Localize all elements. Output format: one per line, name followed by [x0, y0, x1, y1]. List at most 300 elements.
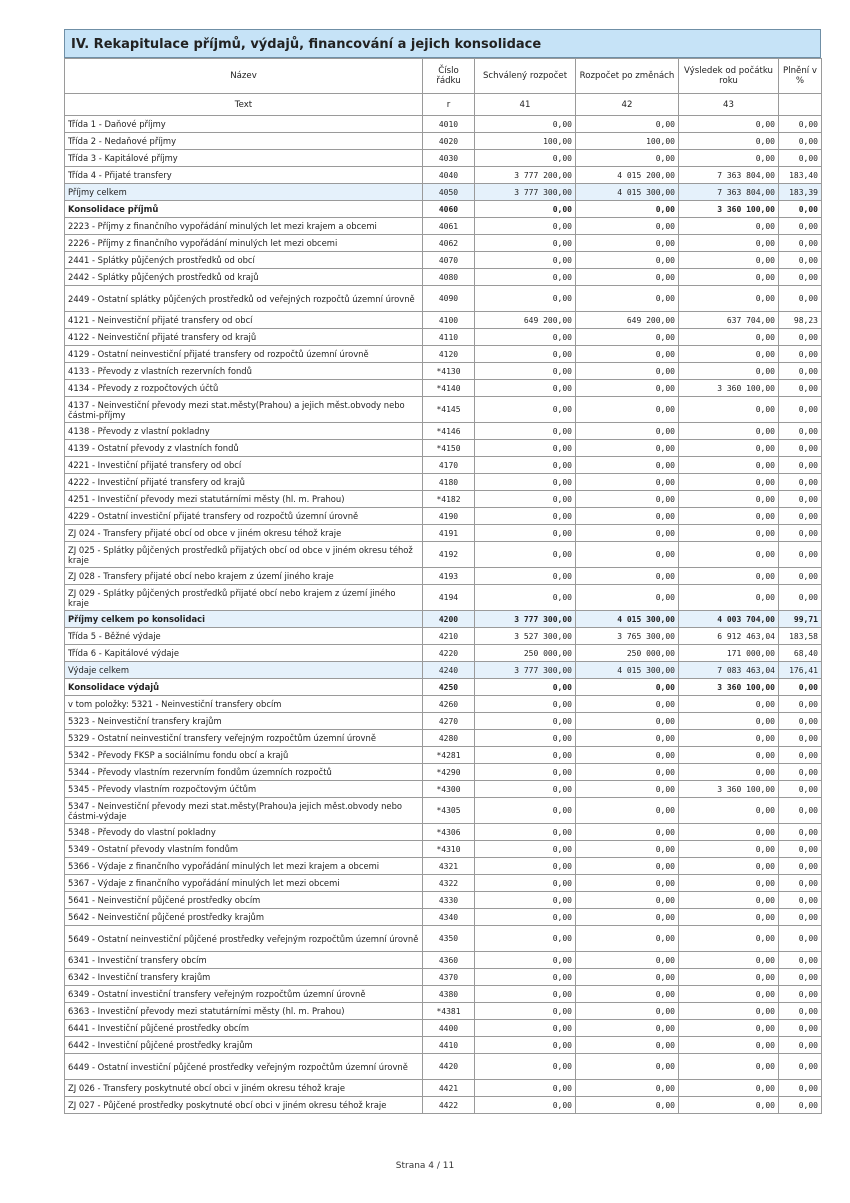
result-value: 0,00	[679, 397, 779, 423]
approved-budget: 0,00	[475, 798, 576, 824]
result-value: 0,00	[679, 491, 779, 508]
table-row	[65, 628, 822, 645]
fulfilment-percent: 0,00	[779, 909, 822, 926]
row-name: 6349 - Ostatní investiční transfery veřejným rozpočtům územní úrovně	[65, 986, 423, 1003]
row-name: ZJ 027 - Půjčené prostředky poskytnuté obcí obci v jiném okresu téhož kraje	[65, 1097, 423, 1114]
result-value: 0,00	[679, 747, 779, 764]
row-number: 4110	[423, 329, 475, 346]
result-value: 7 363 804,00	[679, 167, 779, 184]
modified-budget: 0,00	[576, 380, 679, 397]
table-row	[65, 312, 822, 329]
row-name: 4221 - Investiční přijaté transfery od obcí	[65, 457, 423, 474]
modified-budget: 0,00	[576, 841, 679, 858]
table-row	[65, 986, 822, 1003]
result-value: 0,00	[679, 764, 779, 781]
result-value: 0,00	[679, 218, 779, 235]
fulfilment-percent: 0,00	[779, 525, 822, 542]
modified-budget: 4 015 300,00	[576, 184, 679, 201]
modified-budget: 0,00	[576, 116, 679, 133]
table-row	[65, 1080, 822, 1097]
modified-budget: 0,00	[576, 440, 679, 457]
table-row	[65, 696, 822, 713]
modified-budget: 250 000,00	[576, 645, 679, 662]
fulfilment-percent: 0,00	[779, 269, 822, 286]
result-value: 0,00	[679, 1003, 779, 1020]
result-value: 0,00	[679, 1080, 779, 1097]
code-fulfilment	[779, 94, 822, 116]
result-value: 0,00	[679, 969, 779, 986]
modified-budget: 0,00	[576, 926, 679, 952]
result-value: 0,00	[679, 508, 779, 525]
result-value: 3 360 100,00	[679, 781, 779, 798]
modified-budget: 4 015 200,00	[576, 167, 679, 184]
col-header-modified: Rozpočet po změnách	[576, 59, 679, 94]
row-name: 4134 - Převody z rozpočtových účtů	[65, 380, 423, 397]
row-number: 4080	[423, 269, 475, 286]
row-number: 4350	[423, 926, 475, 952]
row-name: Třída 6 - Kapitálové výdaje	[65, 645, 423, 662]
approved-budget: 0,00	[475, 542, 576, 568]
row-number: 4170	[423, 457, 475, 474]
approved-budget: 0,00	[475, 1003, 576, 1020]
row-number: 4260	[423, 696, 475, 713]
approved-budget: 0,00	[475, 585, 576, 611]
approved-budget: 0,00	[475, 346, 576, 363]
row-name: 4222 - Investiční přijaté transfery od krajů	[65, 474, 423, 491]
row-number: *4290	[423, 764, 475, 781]
result-value: 0,00	[679, 252, 779, 269]
modified-budget: 0,00	[576, 474, 679, 491]
row-number: *4305	[423, 798, 475, 824]
approved-budget: 0,00	[475, 508, 576, 525]
row-number: 4250	[423, 679, 475, 696]
approved-budget: 0,00	[475, 1054, 576, 1080]
row-number: 4210	[423, 628, 475, 645]
fulfilment-percent: 0,00	[779, 423, 822, 440]
row-number: 4360	[423, 952, 475, 969]
row-number: 4370	[423, 969, 475, 986]
fulfilment-percent: 0,00	[779, 491, 822, 508]
row-name: 2223 - Příjmy z finančního vypořádání minulých let mezi krajem a obcemi	[65, 218, 423, 235]
modified-budget: 0,00	[576, 713, 679, 730]
approved-budget: 0,00	[475, 1020, 576, 1037]
fulfilment-percent: 0,00	[779, 824, 822, 841]
approved-budget: 0,00	[475, 474, 576, 491]
page-number: Strana 4 / 11	[395, 1161, 455, 1171]
table-row	[65, 875, 822, 892]
result-value: 0,00	[679, 363, 779, 380]
table-row	[65, 824, 822, 841]
fulfilment-percent: 0,00	[779, 218, 822, 235]
result-value: 7 083 463,04	[679, 662, 779, 679]
result-value: 0,00	[679, 858, 779, 875]
table-row	[65, 585, 822, 611]
fulfilment-percent: 0,00	[779, 730, 822, 747]
section-title: IV. Rekapitulace příjmů, výdajů, financování a jejich konsolidace	[64, 29, 821, 58]
fulfilment-percent: 0,00	[779, 474, 822, 491]
result-value: 637 704,00	[679, 312, 779, 329]
modified-budget: 0,00	[576, 269, 679, 286]
result-value: 171 000,00	[679, 645, 779, 662]
fulfilment-percent: 0,00	[779, 329, 822, 346]
row-name: 5329 - Ostatní neinvestiční transfery veřejným rozpočtům územní úrovně	[65, 730, 423, 747]
row-name: 5366 - Výdaje z finančního vypořádání minulých let mezi krajem a obcemi	[65, 858, 423, 875]
row-name: ZJ 025 - Splátky půjčených prostředků přijatých obcí od obce v jiném okresu téhož kraje	[65, 542, 423, 568]
table-row	[65, 150, 822, 167]
row-name: 2442 - Splátky půjčených prostředků od krajů	[65, 269, 423, 286]
result-value: 0,00	[679, 1020, 779, 1037]
approved-budget: 0,00	[475, 116, 576, 133]
row-number: 4400	[423, 1020, 475, 1037]
fulfilment-percent: 0,00	[779, 1003, 822, 1020]
approved-budget: 250 000,00	[475, 645, 576, 662]
table-row	[65, 218, 822, 235]
table-row	[65, 730, 822, 747]
fulfilment-percent: 98,23	[779, 312, 822, 329]
row-name: 6442 - Investiční půjčené prostředky krajům	[65, 1037, 423, 1054]
fulfilment-percent: 183,39	[779, 184, 822, 201]
approved-budget: 0,00	[475, 1097, 576, 1114]
fulfilment-percent: 0,00	[779, 969, 822, 986]
approved-budget: 0,00	[475, 491, 576, 508]
fulfilment-percent: 0,00	[779, 858, 822, 875]
row-name: 5347 - Neinvestiční převody mezi stat.městy(Prahou)a jejich měst.obvody nebo částmi-výdaje	[65, 798, 423, 824]
approved-budget: 0,00	[475, 969, 576, 986]
row-number: 4090	[423, 286, 475, 312]
table-row	[65, 252, 822, 269]
modified-budget: 0,00	[576, 764, 679, 781]
table-row	[65, 286, 822, 312]
fulfilment-percent: 0,00	[779, 952, 822, 969]
fulfilment-percent: 0,00	[779, 346, 822, 363]
approved-budget: 3 777 300,00	[475, 184, 576, 201]
modified-budget: 0,00	[576, 1020, 679, 1037]
modified-budget: 0,00	[576, 508, 679, 525]
col-header-name: Název	[65, 59, 423, 94]
fulfilment-percent: 0,00	[779, 747, 822, 764]
row-name: v tom položky: 5321 - Neinvestiční transfery obcím	[65, 696, 423, 713]
result-value: 0,00	[679, 116, 779, 133]
fulfilment-percent: 0,00	[779, 116, 822, 133]
fulfilment-percent: 0,00	[779, 1037, 822, 1054]
row-number: *4130	[423, 363, 475, 380]
result-value: 0,00	[679, 346, 779, 363]
row-name: 2449 - Ostatní splátky půjčených prostředků od veřejných rozpočtů územní úrovně	[65, 286, 423, 312]
modified-budget: 0,00	[576, 286, 679, 312]
table-row	[65, 474, 822, 491]
modified-budget: 0,00	[576, 952, 679, 969]
row-number: 4191	[423, 525, 475, 542]
modified-budget: 0,00	[576, 858, 679, 875]
result-value: 0,00	[679, 440, 779, 457]
approved-budget: 0,00	[475, 363, 576, 380]
fulfilment-percent: 0,00	[779, 892, 822, 909]
row-name: 5344 - Převody vlastním rezervním fondům územních rozpočtů	[65, 764, 423, 781]
table-row	[65, 457, 822, 474]
table-row	[65, 184, 822, 201]
row-number: *4381	[423, 1003, 475, 1020]
modified-budget: 0,00	[576, 201, 679, 218]
modified-budget: 0,00	[576, 696, 679, 713]
result-value: 3 360 100,00	[679, 380, 779, 397]
modified-budget: 0,00	[576, 525, 679, 542]
approved-budget: 0,00	[475, 525, 576, 542]
approved-budget: 0,00	[475, 329, 576, 346]
approved-budget: 0,00	[475, 824, 576, 841]
table-row	[65, 380, 822, 397]
row-name: ZJ 026 - Transfery poskytnuté obcí obci v jiném okresu téhož kraje	[65, 1080, 423, 1097]
modified-budget: 0,00	[576, 1054, 679, 1080]
fulfilment-percent: 176,41	[779, 662, 822, 679]
row-number: 4420	[423, 1054, 475, 1080]
result-value: 6 912 463,04	[679, 628, 779, 645]
modified-budget: 0,00	[576, 986, 679, 1003]
approved-budget: 0,00	[475, 764, 576, 781]
fulfilment-percent: 0,00	[779, 133, 822, 150]
result-value: 0,00	[679, 696, 779, 713]
approved-budget: 0,00	[475, 952, 576, 969]
table-row	[65, 329, 822, 346]
fulfilment-percent: 0,00	[779, 380, 822, 397]
row-name: Třída 1 - Daňové příjmy	[65, 116, 423, 133]
approved-budget: 100,00	[475, 133, 576, 150]
col-header-result: Výsledek od počátku roku	[679, 59, 779, 94]
approved-budget: 0,00	[475, 380, 576, 397]
table-row	[65, 952, 822, 969]
row-number: 4321	[423, 858, 475, 875]
table-row	[65, 201, 822, 218]
col-header-approved: Schválený rozpočet	[475, 59, 576, 94]
approved-budget: 0,00	[475, 696, 576, 713]
approved-budget: 0,00	[475, 150, 576, 167]
modified-budget: 0,00	[576, 346, 679, 363]
table-row	[65, 568, 822, 585]
modified-budget: 4 015 300,00	[576, 611, 679, 628]
fulfilment-percent: 0,00	[779, 235, 822, 252]
modified-budget: 0,00	[576, 875, 679, 892]
result-value: 0,00	[679, 585, 779, 611]
fulfilment-percent: 0,00	[779, 1097, 822, 1114]
table-row	[65, 491, 822, 508]
row-name: 4133 - Převody z vlastních rezervních fondů	[65, 363, 423, 380]
table-row	[65, 1020, 822, 1037]
result-value: 0,00	[679, 909, 779, 926]
row-name: 5649 - Ostatní neinvestiční půjčené prostředky veřejným rozpočtům územní úrovně	[65, 926, 423, 952]
row-name: 4137 - Neinvestiční převody mezi stat.městy(Prahou) a jejich měst.obvody nebo částmi-příjmy	[65, 397, 423, 423]
fulfilment-percent: 0,00	[779, 713, 822, 730]
modified-budget: 0,00	[576, 1080, 679, 1097]
code-approved: 41	[475, 94, 576, 116]
row-name: 6342 - Investiční transfery krajům	[65, 969, 423, 986]
table-row	[65, 542, 822, 568]
modified-budget: 4 015 300,00	[576, 662, 679, 679]
modified-budget: 0,00	[576, 568, 679, 585]
row-number: *4140	[423, 380, 475, 397]
modified-budget: 0,00	[576, 252, 679, 269]
row-name: 5349 - Ostatní převody vlastním fondům	[65, 841, 423, 858]
fulfilment-percent: 0,00	[779, 440, 822, 457]
result-value: 0,00	[679, 133, 779, 150]
fulfilment-percent: 0,00	[779, 201, 822, 218]
row-name: Příjmy celkem	[65, 184, 423, 201]
result-value: 7 363 804,00	[679, 184, 779, 201]
row-name: 5345 - Převody vlastním rozpočtovým účtům	[65, 781, 423, 798]
approved-budget: 0,00	[475, 858, 576, 875]
modified-budget: 0,00	[576, 235, 679, 252]
approved-budget: 3 777 300,00	[475, 662, 576, 679]
modified-budget: 0,00	[576, 150, 679, 167]
row-number: 4340	[423, 909, 475, 926]
modified-budget: 0,00	[576, 909, 679, 926]
row-name: 5641 - Neinvestiční půjčené prostředky obcím	[65, 892, 423, 909]
row-name: 5323 - Neinvestiční transfery krajům	[65, 713, 423, 730]
approved-budget: 3 777 300,00	[475, 611, 576, 628]
fulfilment-percent: 0,00	[779, 986, 822, 1003]
row-name: ZJ 029 - Splátky půjčených prostředků přijaté obcí nebo krajem z území jiného kraje	[65, 585, 423, 611]
modified-budget: 0,00	[576, 824, 679, 841]
fulfilment-percent: 0,00	[779, 781, 822, 798]
row-number: *4310	[423, 841, 475, 858]
fulfilment-percent: 183,58	[779, 628, 822, 645]
row-number: *4150	[423, 440, 475, 457]
modified-budget: 0,00	[576, 491, 679, 508]
result-value: 0,00	[679, 269, 779, 286]
row-number: *4146	[423, 423, 475, 440]
fulfilment-percent: 0,00	[779, 696, 822, 713]
row-number: 4010	[423, 116, 475, 133]
approved-budget: 0,00	[475, 747, 576, 764]
table-row	[65, 1037, 822, 1054]
modified-budget: 0,00	[576, 747, 679, 764]
result-value: 0,00	[679, 329, 779, 346]
row-number: 4192	[423, 542, 475, 568]
fulfilment-percent: 0,00	[779, 363, 822, 380]
fulfilment-percent: 0,00	[779, 679, 822, 696]
table-row	[65, 858, 822, 875]
result-value: 0,00	[679, 841, 779, 858]
result-value: 3 360 100,00	[679, 679, 779, 696]
fulfilment-percent: 0,00	[779, 1054, 822, 1080]
row-number: 4190	[423, 508, 475, 525]
result-value: 0,00	[679, 713, 779, 730]
table-row	[65, 116, 822, 133]
fulfilment-percent: 0,00	[779, 397, 822, 423]
modified-budget: 3 765 300,00	[576, 628, 679, 645]
col-header-row: Číslo řádku	[423, 59, 475, 94]
modified-budget: 0,00	[576, 363, 679, 380]
approved-budget: 0,00	[475, 730, 576, 747]
result-value: 0,00	[679, 952, 779, 969]
fulfilment-percent: 0,00	[779, 150, 822, 167]
table-row	[65, 133, 822, 150]
result-value: 0,00	[679, 1054, 779, 1080]
row-number: 4270	[423, 713, 475, 730]
table-row	[65, 781, 822, 798]
approved-budget: 0,00	[475, 423, 576, 440]
row-number: 4322	[423, 875, 475, 892]
result-value: 0,00	[679, 986, 779, 1003]
row-number: 4421	[423, 1080, 475, 1097]
fulfilment-percent: 68,40	[779, 645, 822, 662]
row-name: 5348 - Převody do vlastní pokladny	[65, 824, 423, 841]
row-name: Konsolidace příjmů	[65, 201, 423, 218]
row-number: 4020	[423, 133, 475, 150]
table-header	[65, 59, 822, 94]
row-name: 6341 - Investiční transfery obcím	[65, 952, 423, 969]
result-value: 0,00	[679, 568, 779, 585]
result-value: 0,00	[679, 423, 779, 440]
modified-budget: 0,00	[576, 218, 679, 235]
table-row	[65, 747, 822, 764]
fulfilment-percent: 0,00	[779, 542, 822, 568]
approved-budget: 0,00	[475, 713, 576, 730]
approved-budget: 0,00	[475, 892, 576, 909]
row-number: *4145	[423, 397, 475, 423]
modified-budget: 0,00	[576, 1037, 679, 1054]
fulfilment-percent: 99,71	[779, 611, 822, 628]
fulfilment-percent: 0,00	[779, 286, 822, 312]
result-value: 0,00	[679, 1097, 779, 1114]
table-row	[65, 679, 822, 696]
result-value: 0,00	[679, 926, 779, 952]
row-name: ZJ 024 - Transfery přijaté obcí od obce v jiném okresu téhož kraje	[65, 525, 423, 542]
modified-budget: 0,00	[576, 892, 679, 909]
row-number: 4380	[423, 986, 475, 1003]
table-row	[65, 167, 822, 184]
row-number: 4220	[423, 645, 475, 662]
approved-budget: 3 777 200,00	[475, 167, 576, 184]
approved-budget: 0,00	[475, 397, 576, 423]
fulfilment-percent: 0,00	[779, 1080, 822, 1097]
table-row	[65, 397, 822, 423]
approved-budget: 0,00	[475, 679, 576, 696]
approved-budget: 0,00	[475, 986, 576, 1003]
row-number: 4280	[423, 730, 475, 747]
approved-budget: 0,00	[475, 875, 576, 892]
approved-budget: 0,00	[475, 201, 576, 218]
modified-budget: 649 200,00	[576, 312, 679, 329]
modified-budget: 0,00	[576, 423, 679, 440]
row-name: ZJ 028 - Transfery přijaté obcí nebo krajem z území jiného kraje	[65, 568, 423, 585]
result-value: 0,00	[679, 235, 779, 252]
table-row	[65, 969, 822, 986]
row-number: 4194	[423, 585, 475, 611]
row-number: 4330	[423, 892, 475, 909]
row-name: 6449 - Ostatní investiční půjčené prostředky veřejným rozpočtům územní úrovně	[65, 1054, 423, 1080]
table-row	[65, 764, 822, 781]
code-modified: 42	[576, 94, 679, 116]
table-row	[65, 645, 822, 662]
approved-budget: 3 527 300,00	[475, 628, 576, 645]
modified-budget: 0,00	[576, 798, 679, 824]
fulfilment-percent: 0,00	[779, 252, 822, 269]
approved-budget: 0,00	[475, 1037, 576, 1054]
result-value: 0,00	[679, 474, 779, 491]
modified-budget: 100,00	[576, 133, 679, 150]
row-name: 5367 - Výdaje z finančního vypořádání minulých let mezi obcemi	[65, 875, 423, 892]
modified-budget: 0,00	[576, 542, 679, 568]
row-number: 4040	[423, 167, 475, 184]
result-value: 0,00	[679, 525, 779, 542]
result-value: 4 003 704,00	[679, 611, 779, 628]
modified-budget: 0,00	[576, 457, 679, 474]
row-number: 4050	[423, 184, 475, 201]
recap-table	[64, 58, 822, 1114]
table-row	[65, 892, 822, 909]
fulfilment-percent: 183,40	[779, 167, 822, 184]
fulfilment-percent: 0,00	[779, 926, 822, 952]
row-number: 4030	[423, 150, 475, 167]
